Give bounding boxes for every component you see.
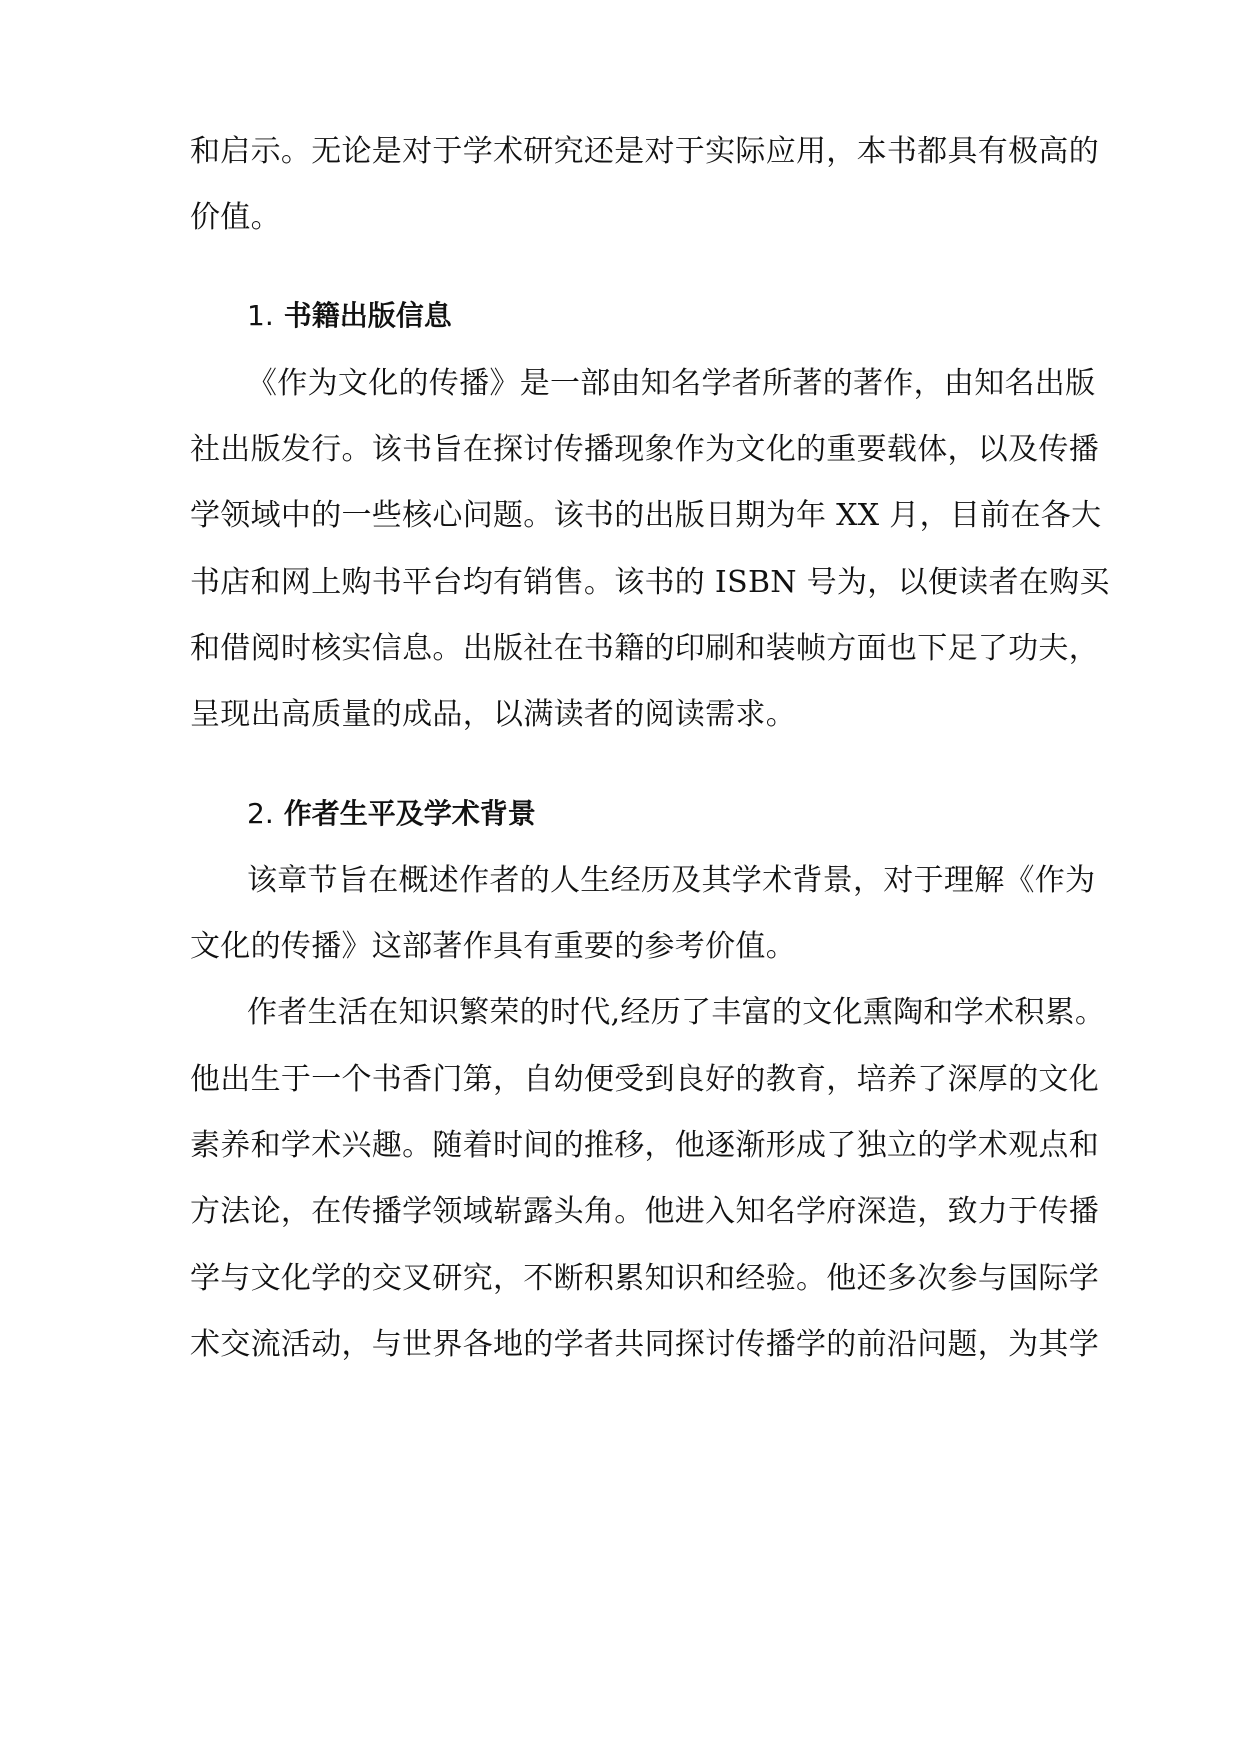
section-2-heading — [247, 794, 536, 834]
section-2-para-2-line-2: 他出生于一个书香门第，自幼便受到良好的教育，培养了深厚的文化 — [190, 1062, 1099, 1097]
section-2-para-2-line-1: 作者生活在知识繁荣的时代,经历了丰富的文化熏陶和学术积累。 — [247, 995, 1106, 1030]
section-2-para-1-line-2: 文化的传播》这部著作具有重要的参考价值。 — [190, 929, 796, 964]
section-2-para-2-line-4: 方法论，在传播学领域崭露头角。他进入知名学府深造，致力于传播 — [190, 1194, 1099, 1229]
section-1-line-1: 《作为文化的传播》是一部由知名学者所著的著作，由知名出版 — [247, 366, 1096, 401]
section-1-heading — [247, 296, 452, 336]
section-1-line-4: 书店和网上购书平台均有销售。该书的 ISBN 号为，以便读者在购买 — [190, 565, 1110, 600]
section-2-para-2-line-5: 学与文化学的交叉研究，不断积累知识和经验。他还多次参与国际学 — [190, 1261, 1099, 1296]
section-1-line-3: 学领域中的一些核心问题。该书的出版日期为年 XX 月，目前在各大 — [190, 498, 1102, 533]
section-2-number: 2. — [247, 797, 274, 830]
section-2-para-2-line-6: 术交流活动，与世界各地的学者共同探讨传播学的前沿问题，为其学 — [190, 1327, 1099, 1362]
section-1-number: 1. — [247, 299, 274, 332]
section-1-line-2: 社出版发行。该书旨在探讨传播现象作为文化的重要载体，以及传播 — [190, 432, 1099, 467]
section-1-line-5: 和借阅时核实信息。出版社在书籍的印刷和装帧方面也下足了功夫， — [190, 631, 1099, 666]
section-1-line-6: 呈现出高质量的成品，以满读者的阅读需求。 — [190, 697, 796, 732]
section-2-para-2-line-3: 素养和学术兴趣。随着时间的推移，他逐渐形成了独立的学术观点和 — [190, 1128, 1099, 1163]
section-2-para-1-line-1: 该章节旨在概述作者的人生经历及其学术背景，对于理解《作为 — [247, 863, 1096, 898]
intro-line-1: 和启示。无论是对于学术研究还是对于实际应用，本书都具有极高的 — [190, 134, 1099, 169]
section-2-title: 作者生平及学术背景 — [283, 797, 536, 830]
intro-line-2: 价值。 — [190, 200, 281, 235]
section-1-title: 书籍出版信息 — [283, 299, 452, 332]
